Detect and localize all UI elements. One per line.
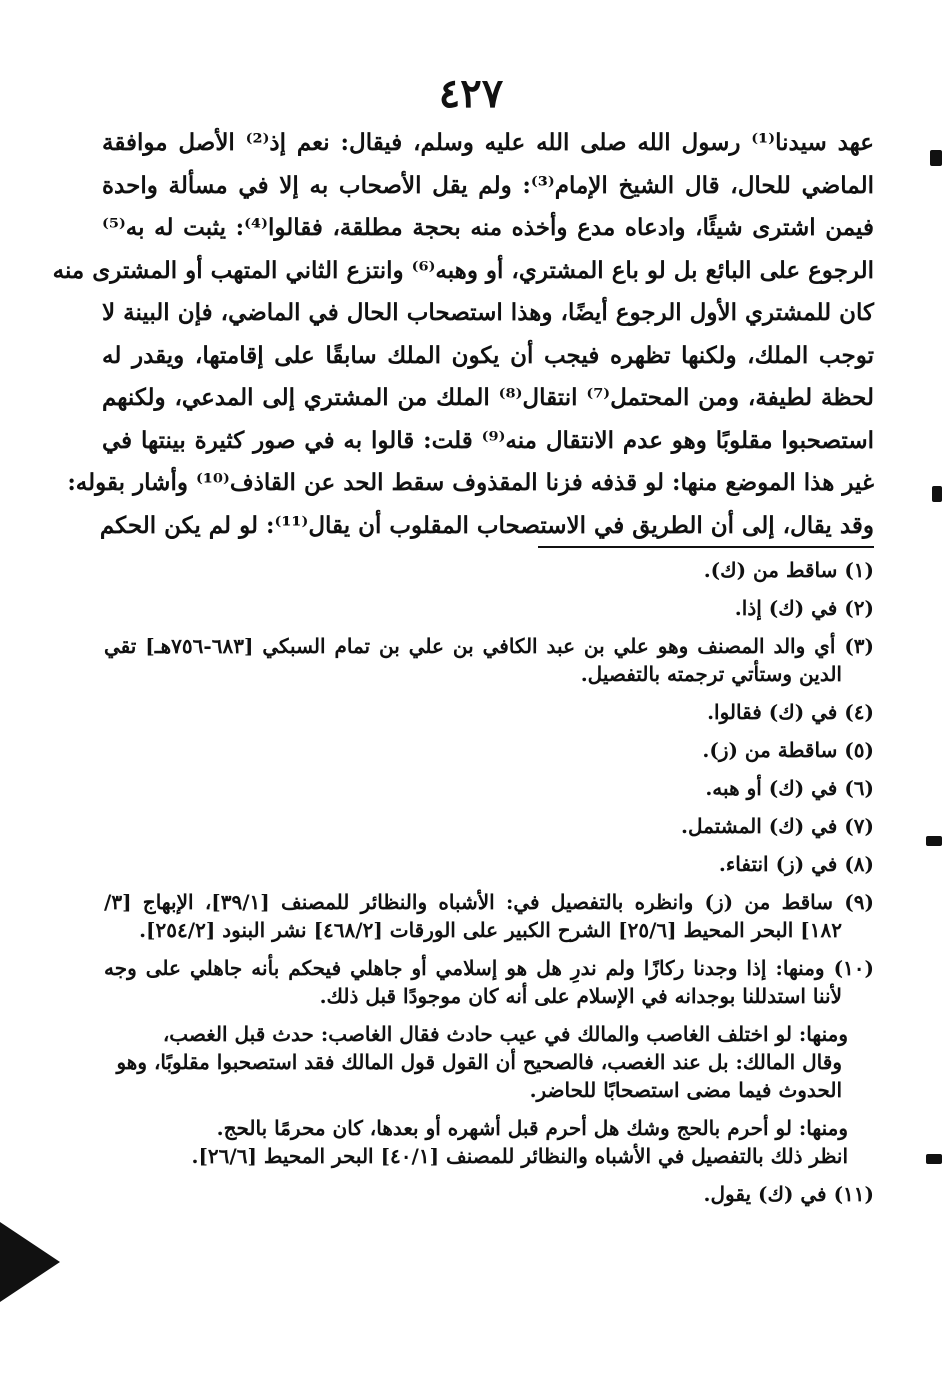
footnote-7 bbox=[104, 812, 874, 840]
footnotes bbox=[104, 556, 874, 1208]
page-number: ٤٢٧ bbox=[438, 70, 504, 117]
body-line: توجب الملك، ولكنها تظهره فيجب أن يكون الملك سابقًا على إقامتها، ويقدر له bbox=[102, 341, 874, 369]
footnote-line: (٨) في (ز) انتفاء. bbox=[718, 852, 874, 876]
body-line: الرجوع على البائع بل لو باع المشتري، أو وهبه⁽⁶⁾ وانتزع الثاني المتهب أو المشترى منه bbox=[52, 256, 874, 284]
footnote-line: (٧) في (ك) المشتمل. bbox=[681, 814, 874, 838]
footnote-5 bbox=[104, 736, 874, 764]
footnote-line: (٩) ساقط من (ز) وانظره بالتفصيل في: الأشباه والنظائر للمصنف [٣٩/١]، الإبهاج [٣/ bbox=[104, 890, 874, 914]
body-line: الماضي للحال، قال الشيخ الإمام⁽³⁾: ولم يقل الأصحاب به إلا في مسألة واحدة bbox=[102, 171, 875, 199]
footnote-line: (٦) في (ك) أو هبه. bbox=[705, 776, 874, 800]
footnote-line: الحدوث فيما مضى استصحابًا للحاضر. bbox=[529, 1078, 842, 1102]
footnote-9 bbox=[104, 888, 874, 944]
body-line: فيمن اشترى شيئًا، وادعاه مدع وأخذه منه بحجة مطلقة، فقالوا⁽⁴⁾: يثبت له به⁽⁵⁾ bbox=[102, 214, 874, 241]
footnote-line: (٤) في (ك) فقالوا. bbox=[707, 700, 874, 724]
footnote-4 bbox=[104, 698, 874, 726]
footnote-line: (١١) في (ك) يقول. bbox=[703, 1182, 874, 1206]
footnote-10 bbox=[104, 954, 874, 1170]
margin-mark bbox=[926, 836, 942, 846]
scan-edge-shadow bbox=[0, 1222, 60, 1302]
body-line: لحظة لطيفة، ومن المحتمل⁽⁷⁾ انتقال⁽⁸⁾ الملك من المشتري إلى المدعي، ولكنهم bbox=[102, 384, 874, 411]
footnote-line: ومنها: لو أحرم بالحج وشك هل أحرم قبل أشهره أو بعدها، كان محرمًا بالحج. bbox=[216, 1116, 848, 1140]
footnote-3 bbox=[104, 632, 874, 688]
footnote-line: لأننا استدللنا بوجدانه في الإسلام على أنه كان موجودًا قبل ذلك. bbox=[319, 984, 842, 1008]
footnote-line: وقال المالك: بل عند الغصب، فالصحيح أن القول قول المالك فقد استصحبوا مقلوبًا، وهو bbox=[116, 1050, 842, 1074]
body-line: كان للمشتري الأول الرجوع أيضًا، وهذا استصحاب الحال في الماضي، فإن البينة لا bbox=[102, 299, 874, 326]
footnote-line: ١٨٢] البحر المحيط [٢٥/٦] الشرح الكبير على الورقات [٤٦٨/٢] نشر البنود [٢٥٤/٢]. bbox=[139, 918, 842, 942]
main-text bbox=[52, 122, 875, 547]
footnote-line: (١) ساقط من (ك). bbox=[703, 558, 874, 582]
body-line: عهد سيدنا⁽¹⁾ رسول الله صلى الله عليه وسلم، فيقال: نعم إذ⁽²⁾ الأصل موافقة bbox=[102, 129, 874, 156]
body-line: وقد يقال، إلى أن الطريق في الاستصحاب المقلوب أن يقال⁽¹¹⁾: لو لم يكن الحكم bbox=[99, 511, 874, 539]
footnote-2 bbox=[104, 594, 874, 622]
footnote-line: ومنها: لو اختلف الغاصب والمالك في عيب حادث فقال الغاصب: حدث قبل الغصب، bbox=[162, 1022, 848, 1046]
body-line: استصحبوا مقلوبًا وهو عدم الانتقال منه⁽⁹⁾ قلت: قالوا به في صور كثيرة بينتها في bbox=[102, 426, 874, 454]
margin-mark bbox=[932, 486, 942, 502]
footnote-1 bbox=[104, 556, 874, 584]
margin-mark bbox=[926, 1154, 942, 1164]
footnote-divider bbox=[538, 546, 874, 548]
footnote-8 bbox=[104, 850, 874, 878]
body-line: غير هذا الموضع منها: لو قذفه فزنا المقذوف سقط الحد عن القاذف⁽¹⁰⁾ وأشار بقوله: bbox=[67, 469, 874, 496]
footnote-line: (٣) أي والد المصنف وهو علي بن عبد الكافي بن علي بن تمام السبكي [٦٨٣-٧٥٦هـ] تقي bbox=[104, 634, 874, 658]
footnote-11 bbox=[104, 1180, 874, 1208]
margin-mark bbox=[930, 150, 942, 166]
footnote-line: (٢) في (ك) إذا. bbox=[734, 596, 874, 620]
footnote-line: انظر ذلك بالتفصيل في الأشباه والنظائر للمصنف [٤٠/١] البحر المحيط [٢٦/٦]. bbox=[191, 1144, 848, 1168]
footnote-6 bbox=[104, 774, 874, 802]
footnote-line: (٥) ساقطة من (ز). bbox=[702, 738, 874, 762]
footnote-line: (١٠) ومنها: إذا وجدنا ركازًا ولم ندرِ هل هو إسلامي أو جاهلي فيحكم بأنه جاهلي على وجه bbox=[104, 956, 874, 980]
footnote-line: الدين وستأتي ترجمته بالتفصيل. bbox=[580, 662, 842, 686]
